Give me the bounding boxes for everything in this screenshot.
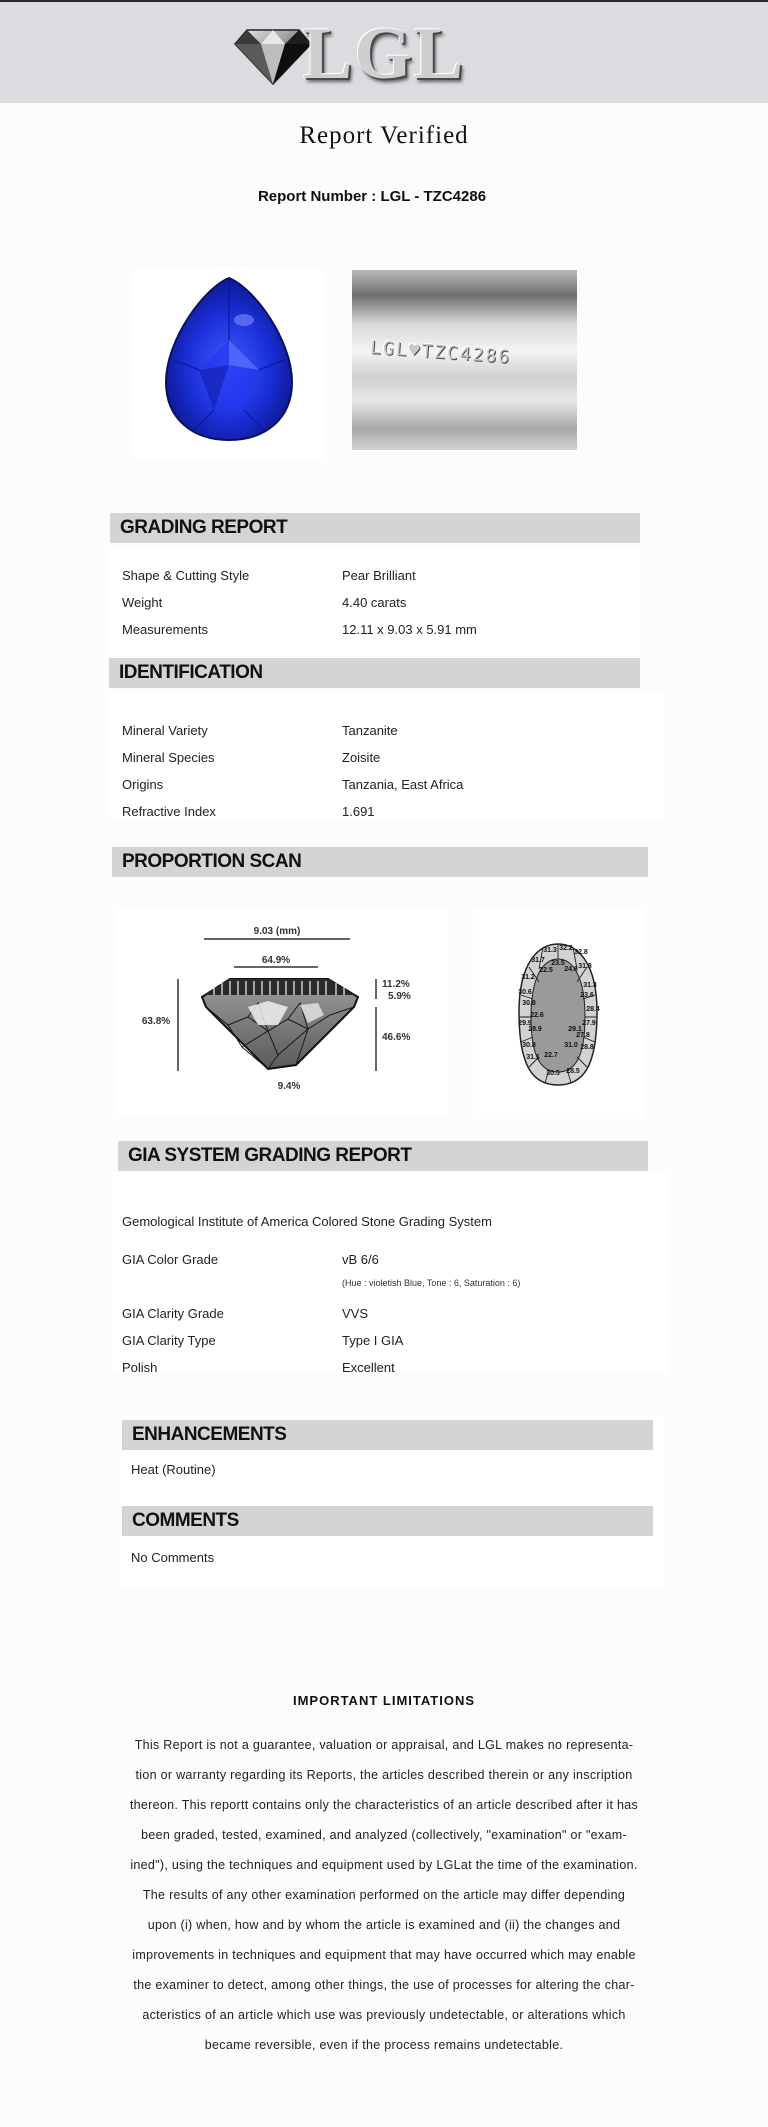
report-number: Report Number : LGL - TZC4286 (257, 188, 487, 205)
limitations-line: been graded, tested, examined, and analyzed (collectively, "examination" or "exam- (141, 1828, 627, 1842)
polish-label: Polish (122, 1360, 158, 1375)
pear-gem-image (134, 270, 324, 460)
gia-color-label: GIA Color Grade (122, 1252, 219, 1267)
gia-intro: Gemological Institute of America Colored Stone Grading System (122, 1214, 492, 1229)
comments-text: No Comments (131, 1550, 215, 1565)
limitations-line: The results of any other examination performed on the article may differ depending (142, 1888, 626, 1902)
facet-label: 31.8 (578, 963, 592, 970)
facet-label: 31.3 (543, 947, 557, 954)
gia-type-value: Type I GIA (342, 1333, 404, 1348)
limitations-line: the examiner to detect, among other things, the use of processes for altering the char- (133, 1978, 635, 1992)
gia-color-note: (Hue : violetish Blue, Tone : 6, Saturation : 6) (342, 1278, 521, 1288)
shape-value: Pear Brilliant (342, 568, 416, 583)
limitations-line: thereon. This reportt contains only the characteristics of an article described after it has (129, 1798, 639, 1812)
mineral-species-value: Zoisite (342, 750, 381, 765)
limitations-heading: IMPORTANT LIMITATIONS (292, 1693, 476, 1708)
facet-label: 32.8 (574, 949, 588, 956)
mineral-variety-value: Tanzanite (342, 723, 398, 738)
enhancements-heading: ENHANCEMENTS (122, 1420, 653, 1450)
gia-type-label: GIA Clarity Type (122, 1333, 216, 1348)
facet-label: 27.8 (576, 1032, 590, 1039)
facet-label: 28.8 (580, 1044, 594, 1051)
origins-label: Origins (122, 777, 164, 792)
gia-clarity-value: VVS (342, 1306, 369, 1321)
page-title: Report Verified (299, 122, 469, 149)
facet-label: 32.2 (559, 945, 573, 952)
facet-label: 22.5 (539, 967, 553, 974)
facet-label: 31.0 (564, 1042, 578, 1049)
laser-inscription: LGL♥TZC4286 (369, 337, 512, 368)
identification-heading: IDENTIFICATION (109, 658, 640, 688)
facet-label: 22.6 (530, 1012, 544, 1019)
gia-clarity-label: GIA Clarity Grade (122, 1306, 224, 1321)
total-depth-label: 63.8% (141, 1016, 171, 1027)
facet-label: 31.3 (583, 982, 597, 989)
limitations-line: This Report is not a guarantee, valuation or appraisal, and LGL makes no representa- (134, 1738, 634, 1752)
diamond-icon (233, 22, 313, 86)
comments-heading: COMMENTS (122, 1506, 653, 1536)
enhancements-text: Heat (Routine) (131, 1462, 216, 1477)
grading-report-heading: GRADING REPORT (110, 513, 640, 543)
facet-label: 30.8 (522, 1042, 536, 1049)
crown-height-label: 11.2% (382, 979, 410, 990)
lgl-logo[interactable] (233, 13, 493, 95)
limitations-line: became reversible, even if the process remains undetectable. (204, 2038, 564, 2052)
proportion-top-diagram (473, 907, 643, 1119)
facet-label: 31.7 (531, 957, 545, 964)
girdle-label: 5.9% (388, 991, 411, 1002)
facet-label: 28.9 (528, 1026, 542, 1033)
facet-label: 23.5 (551, 960, 565, 967)
facet-label: 30.6 (518, 989, 532, 996)
facet-label: 29.1 (568, 1026, 582, 1033)
limitations-line: upon (i) when, how and by whom the article is examined and (ii) the changes and (147, 1918, 621, 1932)
gia-report-heading: GIA SYSTEM GRADING REPORT (118, 1141, 648, 1171)
shape-label: Shape & Cutting Style (122, 568, 250, 583)
weight-label: Weight (122, 595, 163, 610)
polish-value: Excellent (342, 1360, 395, 1375)
facet-label: 28.5 (566, 1068, 580, 1075)
culet-label: 9.4% (277, 1081, 301, 1092)
limitations-line: ined"), using the techniques and equipment used by LGLat the time of the examination. (130, 1858, 638, 1872)
facet-label: 24.8 (564, 966, 578, 973)
facet-label: 23.6 (580, 992, 594, 999)
measurements-label: Measurements (122, 622, 208, 637)
limitations-line: improvements in techniques and equipment that may have occurred which may enable (132, 1948, 636, 1962)
facet-label: 28.4 (586, 1006, 600, 1013)
facet-label: 31.2 (521, 974, 535, 981)
limitations-line: tion or warranty regarding its Reports, the articles described therein or any inscription (135, 1768, 633, 1782)
facet-label: 29.9 (518, 1020, 532, 1027)
limitations-line: acteristics of an article which use was previously undetectable, or alterations which (142, 2008, 626, 2022)
gia-color-value: vB 6/6 (342, 1252, 379, 1267)
site-header (0, 2, 768, 103)
origins-value: Tanzania, East Africa (342, 777, 464, 792)
measurements-value: 12.11 x 9.03 x 5.91 mm (342, 622, 477, 637)
proportion-side-diagram (118, 907, 448, 1117)
refractive-index-label: Refractive Index (122, 804, 216, 819)
facet-label: 31.1 (526, 1054, 540, 1061)
proportion-scan-heading: PROPORTION SCAN (112, 847, 648, 877)
facet-label: 30.5 (546, 1070, 560, 1077)
weight-value: 4.40 carats (342, 595, 407, 610)
mineral-variety-label: Mineral Variety (122, 723, 208, 738)
gem-photo (134, 270, 324, 460)
facet-label: 22.7 (544, 1052, 558, 1059)
facet-label: 27.9 (582, 1020, 596, 1027)
table-percent-label: 64.9% (261, 955, 291, 966)
width-label: 9.03 (mm) (253, 926, 301, 937)
mineral-species-label: Mineral Species (122, 750, 215, 765)
refractive-index-value: 1.691 (342, 804, 375, 819)
inscription-photo (352, 270, 577, 450)
facet-label: 30.8 (522, 1000, 536, 1007)
pavilion-depth-label: 46.6% (382, 1032, 411, 1043)
logo-text: LGL (303, 13, 466, 95)
